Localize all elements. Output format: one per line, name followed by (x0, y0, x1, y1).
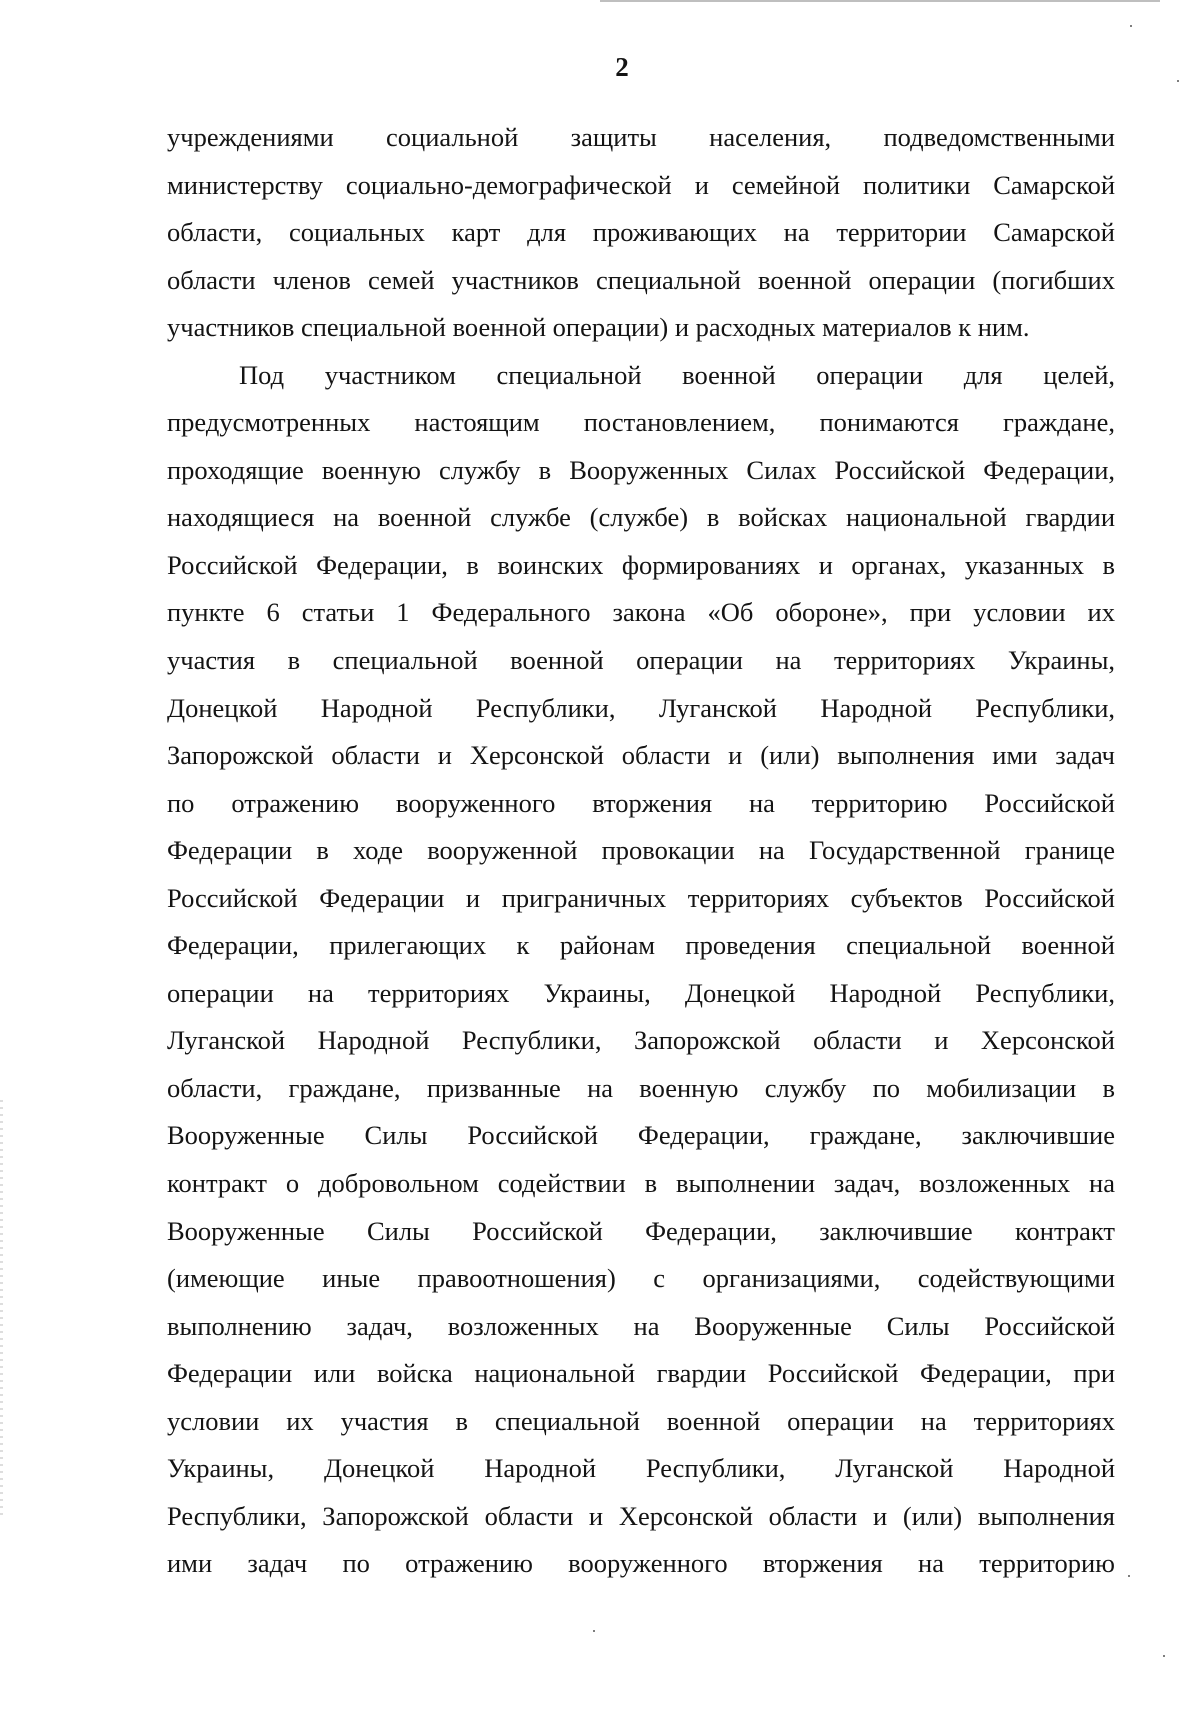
text-line: Вооруженные Силы Российской Федерации, граждане, заключившие (167, 1120, 1115, 1151)
text-line: участников специальной военной операции) и расходных материалов к ним. (167, 312, 1030, 343)
paragraph-first-line: Под участником специальной военной операции для целей, (239, 359, 1115, 390)
text-line: Российской Федерации, в воинских формированиях и органах, указанных в (167, 549, 1115, 580)
document-body (167, 114, 1115, 1588)
text-line: Федерации, прилегающих к районам проведения специальной военной (167, 930, 1115, 961)
scan-left-edge-noise (0, 1100, 3, 1520)
scan-speck (1163, 1655, 1165, 1657)
text-line: по отражению вооруженного вторжения на территорию Российской (167, 787, 1115, 818)
text-line: Запорожской области и Херсонской области и (или) выполнения ими задач (167, 740, 1115, 771)
text-line: Вооруженные Силы Российской Федерации, заключившие контракт (167, 1215, 1115, 1246)
page-number (0, 52, 1200, 83)
text-line: (имеющие иные правоотношения) с организациями, содействующими (167, 1263, 1115, 1294)
page-number-text: 2 (615, 52, 629, 82)
text-line: участия в специальной военной операции на территориях Украины, (167, 645, 1115, 676)
text-line: учреждениями социальной защиты населения, подведомственными (167, 122, 1115, 152)
text-line: пункте 6 статьи 1 Федерального закона «Об обороне», при условии их (167, 597, 1115, 628)
text-line: Российской Федерации и приграничных территориях субъектов Российской (167, 882, 1115, 913)
text-line: ими задач по отражению вооруженного вторжения на территорию (167, 1548, 1115, 1579)
text-line: области членов семей участников специальной военной операции (погибших (167, 264, 1115, 295)
scan-speck (593, 1630, 595, 1632)
text-line: операции на территориях Украины, Донецкой Народной Республики, (167, 977, 1115, 1008)
text-line: Федерации в ходе вооруженной провокации на Государственной границе (167, 835, 1115, 866)
scan-top-edge-line (600, 0, 1160, 2)
text-line: области, социальных карт для проживающих на территории Самарской (167, 217, 1115, 248)
text-line: министерству социально-демографической и семейной политики Самарской (167, 169, 1115, 200)
text-line: Федерации или войска национальной гвардии Российской Федерации, при (167, 1358, 1115, 1389)
text-line: предусмотренных настоящим постановлением, понимаются граждане, (167, 407, 1115, 438)
scan-speck (1128, 1575, 1130, 1577)
text-line: Украины, Донецкой Народной Республики, Луганской Народной (167, 1453, 1115, 1484)
text-line: Донецкой Народной Республики, Луганской Народной Республики, (167, 692, 1115, 723)
text-line: находящиеся на военной службе (службе) в войсках национальной гвардии (167, 502, 1115, 533)
text-line: Республики, Запорожской области и Херсонской области и (или) выполнения (167, 1500, 1115, 1531)
scan-speck (1130, 25, 1132, 27)
text-line: Луганской Народной Республики, Запорожской области и Херсонской (167, 1025, 1115, 1056)
text-line: условии их участия в специальной военной операции на территориях (167, 1405, 1115, 1436)
text-line: выполнению задач, возложенных на Вооруженные Силы Российской (167, 1310, 1115, 1341)
text-line: области, граждане, призванные на военную службу по мобилизации в (167, 1072, 1115, 1103)
text-line: проходящие военную службу в Вооруженных Силах Российской Федерации, (167, 454, 1115, 485)
text-line: контракт о добровольном содействии в выполнении задач, возложенных на (167, 1168, 1115, 1199)
